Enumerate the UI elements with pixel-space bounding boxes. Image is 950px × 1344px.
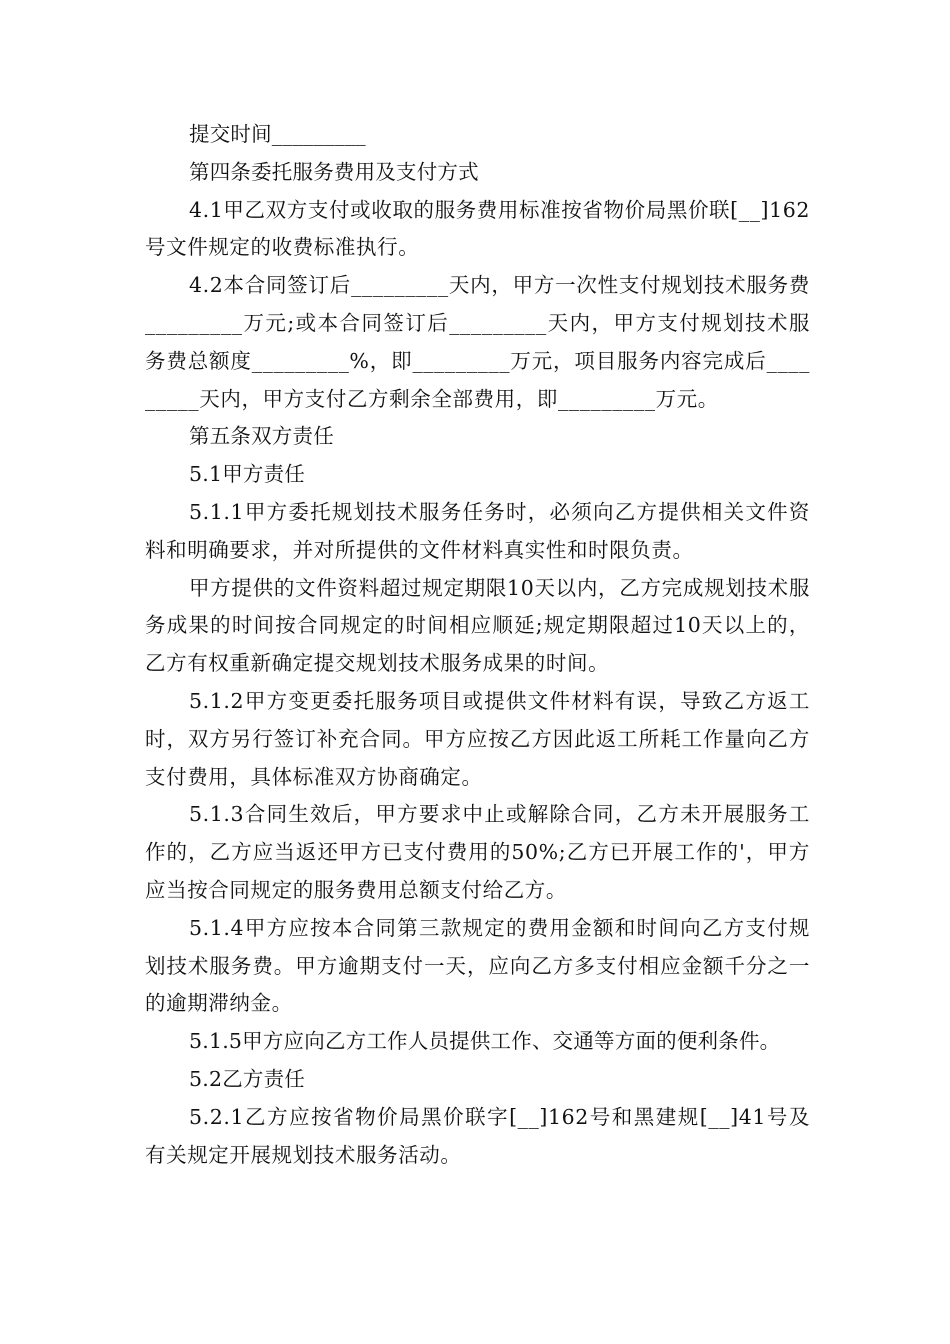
clause-5-1-1-continued: 甲方提供的文件资料超过规定期限10天以内，乙方完成规划技术服务成果的时间按合同规定的时间相应顺延;规定期限超过10天以上的，乙方有权重新确定提交规划技术服务成果的时间。 [145,575,810,676]
clause-5-1-5: 5.1.5甲方应向乙方工作人员提供工作、交通等方面的便利条件。 [189,1029,781,1054]
clause-5-2-heading: 5.2乙方责任 [189,1066,306,1091]
clause-5-2-1: 5.2.1乙方应按省物价局黑价联字[__]162号和黑建规[__]41号及有关规定开展规划技术服务活动。 [145,1104,810,1167]
clause-4-2: 4.2本合同签订后_________天内，甲方一次性支付规划技术服务费_________万元;或本合同签订后_________天内，甲方支付规划技术服务费总额度_________%，即_________万元，项目服务内容完成后_________天内，甲方支付乙方剩余全部费用，即_________万元。 [145,273,810,411]
clause-5-1-2: 5.1.2甲方变更委托服务项目或提供文件材料有误，导致乙方返工时，双方另行签订补充合同。甲方应按乙方因此返工所耗工作量向乙方支付费用，具体标准双方协商确定。 [145,688,810,789]
submission-time-line: 提交时间_________ [189,122,366,146]
clause-5-1-heading: 5.1甲方责任 [189,462,306,487]
clause-5-1-1: 5.1.1甲方委托规划技术服务任务时，必须向乙方提供相关文件资料和明确要求，并对所提供的文件材料真实性和时限负责。 [145,499,810,562]
clause-5-1-3: 5.1.3合同生效后，甲方要求中止或解除合同，乙方未开展服务工作的，乙方应当返还甲方已支付费用的50%;乙方已开展工作的'，甲方应当按合同规定的服务费用总额支付给乙方。 [145,802,810,902]
document-body [145,116,810,1174]
article-5-heading: 第五条双方责任 [189,424,334,449]
clause-4-1: 4.1甲乙双方支付或收取的服务费用标准按省物价局黑价联[__]162号文件规定的收费标准执行。 [145,197,810,260]
clause-5-1-4: 5.1.4甲方应按本合同第三款规定的费用金额和时间向乙方支付规划技术服务费。甲方逾期支付一天，应向乙方多支付相应金额千分之一的逾期滞纳金。 [145,915,810,1016]
article-4-heading: 第四条委托服务费用及支付方式 [189,159,479,184]
